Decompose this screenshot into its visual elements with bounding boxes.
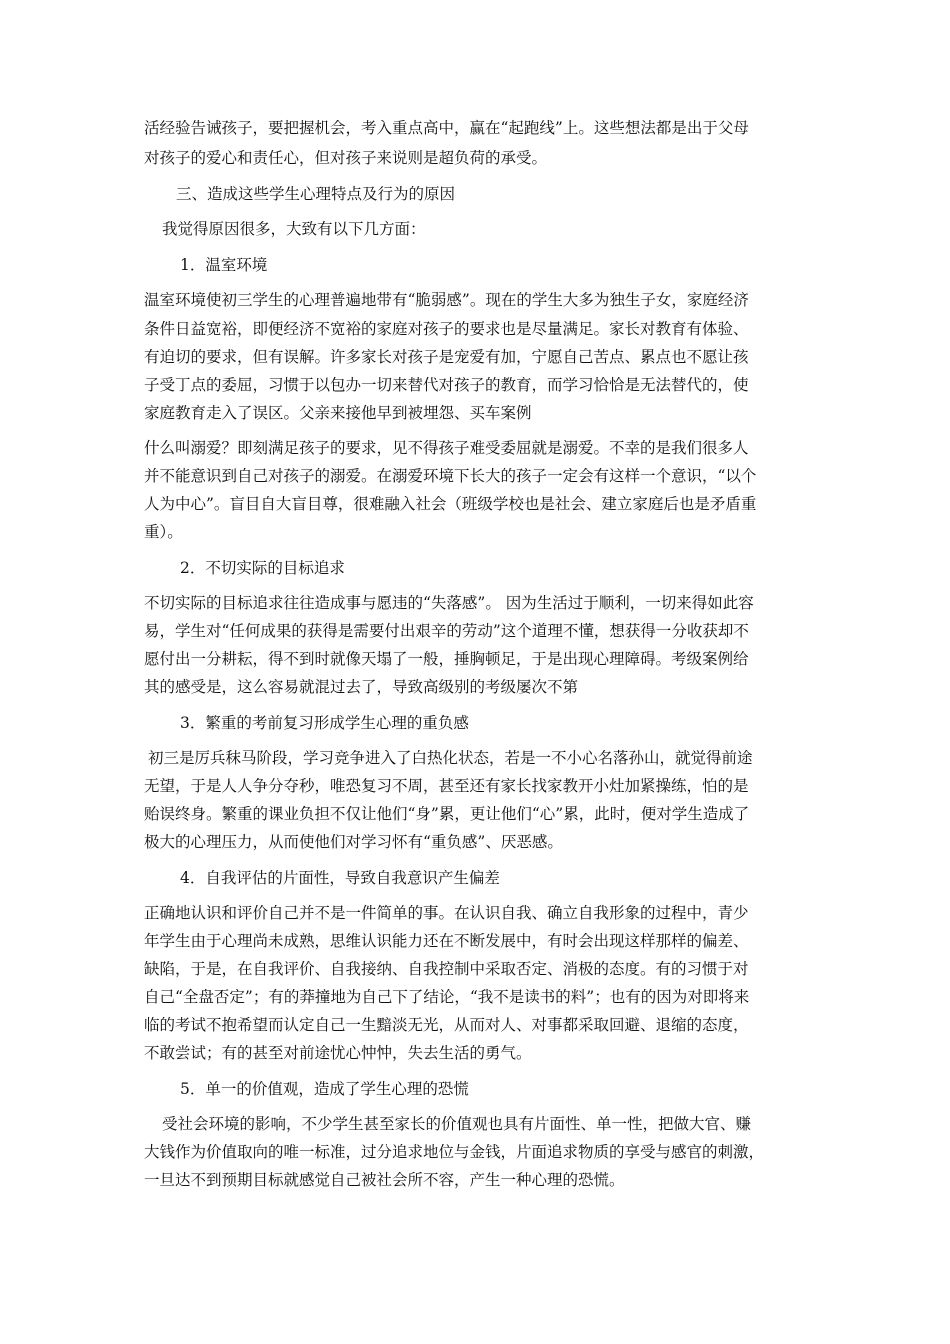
body-text-line: 受社会环境的影响，不少学生甚至家长的价值观也具有片面性、单一性，把做大官、赚	[162, 1115, 752, 1133]
body-text-line: 活经验告诫孩子，要把握机会，考入重点高中，赢在“起跑线”上。这些想法都是出于父母	[144, 119, 749, 137]
body-text-line: 什么叫溺爱？即刻满足孩子的要求，见不得孩子难受委屈就是溺爱。不幸的是我们很多人	[144, 439, 749, 457]
section-heading: 三、造成这些学生心理特点及行为的原因	[176, 185, 456, 203]
subsection-heading: 5．单一的价值观，造成了学生心理的恐慌	[180, 1080, 469, 1098]
body-text-line: 极大的心理压力，从而使他们对学习怀有“重负感”、厌恶感。	[144, 833, 563, 851]
body-text-line: 不切实际的目标追求往往造成事与愿违的“失落感”。 因为生活过于顺利，一切来得如此容	[144, 594, 754, 612]
body-text-line: 对孩子的爱心和责任心，但对孩子来说则是超负荷的承受。	[144, 149, 548, 167]
subsection-heading: 1．温室环境	[180, 256, 268, 274]
body-text-line: 其的感受是，这么容易就混过去了，导致高级别的考级屡次不第	[144, 678, 579, 696]
body-text-line: 重）。	[144, 523, 183, 541]
body-text-line: 缺陷，于是，在自我评价、自我接纳、自我控制中采取否定、消极的态度。有的习惯于对	[144, 960, 749, 978]
body-text-line: 初三是厉兵秣马阶段，学习竞争进入了白热化状态，若是一不小心名落孙山，就觉得前途	[148, 749, 753, 767]
body-text-line: 一旦达不到预期目标就感觉自己被社会所不容，产生一种心理的恐慌。	[144, 1171, 625, 1189]
subsection-heading: 3．繁重的考前复习形成学生心理的重负感	[180, 714, 469, 732]
body-text-line: 愿付出一分耕耘，得不到时就像天塌了一般，捶胸顿足，于是出现心理障碍。考级案例给	[144, 650, 749, 668]
body-text-line: 不敢尝试；有的甚至对前途忧心忡忡，失去生活的勇气。	[144, 1044, 532, 1062]
body-text-line: 有迫切的要求，但有误解。许多家长对孩子是宠爱有加，宁愿自己苦点、累点也不愿让孩	[144, 348, 749, 366]
body-text-line: 并不能意识到自己对孩子的溺爱。在溺爱环境下长大的孩子一定会有这样一个意识，“以个	[144, 467, 757, 485]
body-text-line: 无望，于是人人争分夺秒，唯恐复习不周，甚至还有家长找家教开小灶加紧操练，怕的是	[144, 777, 749, 795]
body-text-line: 人为中心”。盲目自大盲目尊，很难融入社会（班级学校也是社会、建立家庭后也是矛盾重	[144, 495, 757, 513]
body-text-line: 年学生由于心理尚未成熟，思维认识能力还在不断发展中，有时会出现这样那样的偏差、	[144, 932, 749, 950]
body-text-line: 正确地认识和评价自己并不是一件简单的事。在认识自我、确立自我形象的过程中，青少	[144, 904, 749, 922]
body-text-line: 易，学生对“任何成果的获得是需要付出艰辛的劳动”这个道理不懂，想获得一分收获却不	[144, 622, 749, 640]
subsection-heading: 4．自我评估的片面性，导致自我意识产生偏差	[180, 869, 500, 887]
body-text-line: 自己“全盘否定”；有的莽撞地为自己下了结论，“我不是读书的料”；也有的因为对即将来	[144, 988, 750, 1006]
body-text-line: 临的考试不抱希望而认定自己一生黯淡无光，从而对人、对事都采取回避、退缩的态度，	[144, 1016, 749, 1034]
body-text-line: 家庭教育走入了误区。父亲来接他早到被埋怨、买车案例	[144, 404, 532, 422]
body-text-line: 条件日益宽裕，即便经济不宽裕的家庭对孩子的要求也是尽量满足。家长对教育有体验、	[144, 320, 749, 338]
body-text-line: 子受丁点的委屈，习惯于以包办一切来替代对孩子的教育，而学习恰恰是无法替代的，使	[144, 376, 749, 394]
body-text-line: 贻误终身。繁重的课业负担不仅让他们“身”累，更让他们“心”累，此时，便对学生造成了	[144, 805, 750, 823]
body-text-line: 大钱作为价值取向的唯一标准，过分追求地位与金钱，片面追求物质的享受与感官的刺激，	[144, 1143, 765, 1161]
body-text-line: 温室环境使初三学生的心理普遍地带有“脆弱感”。现在的学生大多为独生子女，家庭经济	[144, 291, 749, 309]
subsection-heading: 2．不切实际的目标追求	[180, 559, 345, 577]
body-text-line: 我觉得原因很多，大致有以下几方面：	[162, 220, 426, 238]
